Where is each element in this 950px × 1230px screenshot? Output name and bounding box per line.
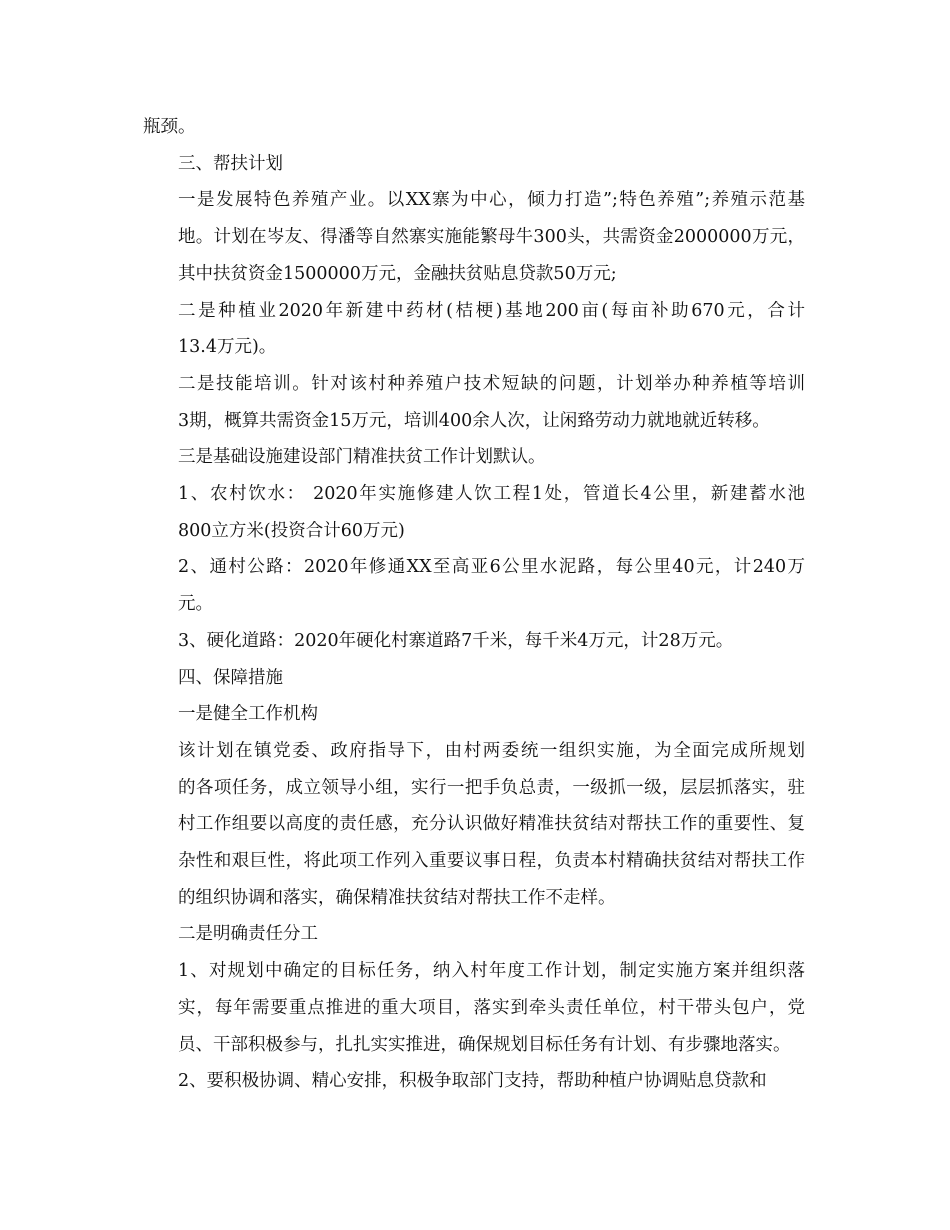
text-line: 三是基础设施建设部门精准扶贫工作计划默认。 xyxy=(178,447,546,468)
text-line: 二是明确责任分工 xyxy=(178,924,318,945)
text-line: 3期，概算共需资金15万元，培训400余人次，让闲臵劳动力就地就近转移。 xyxy=(178,410,770,431)
paragraph-p02 xyxy=(143,146,805,183)
text-line: 三、帮扶计划 xyxy=(178,153,283,174)
text-line: 实，每年需要重点推进的重大项目，落实到牵头责任单位，村干带头包户，党 xyxy=(178,997,805,1018)
text-line: 二是种植业2020年新建中药材(桔梗)基地200亩(每亩补助670元，合计 xyxy=(178,300,805,321)
paragraph-p09 xyxy=(143,623,805,660)
text-line: 1、农村饮水： 2020年实施修建人饮工程1处，管道长4公里，新建蓄水池 xyxy=(178,484,805,505)
paragraph-p12 xyxy=(143,733,805,917)
text-line: 13.4万元)。 xyxy=(178,337,277,358)
paragraph-p13 xyxy=(143,916,805,953)
text-line: 瓶颈。 xyxy=(143,117,196,137)
paragraph-p06 xyxy=(143,439,805,476)
text-line: 村工作组要以高度的责任感，充分认识做好精准扶贫结对帮扶工作的重要性、复 xyxy=(178,814,805,835)
paragraph-p04 xyxy=(143,293,805,366)
text-line: 一是发展特色养殖产业。以XX寨为中心，倾力打造”;特色养殖”;养殖示范基 xyxy=(178,190,805,211)
paragraph-p08 xyxy=(143,549,805,622)
text-line: 员、干部积极参与，扎扎实实推进，确保规划目标任务有计划、有步骤地落实。 xyxy=(178,1034,791,1055)
text-line: 的各项任务，成立领导小组，实行一把手负总责，一级抓一级，层层抓落实，驻 xyxy=(178,777,805,798)
text-line: 元。 xyxy=(178,594,213,615)
document-body xyxy=(143,109,805,1100)
text-line: 杂性和艰巨性，将此项工作列入重要议事日程，负责本村精确扶贫结对帮扶工作 xyxy=(178,851,805,872)
paragraph-p07 xyxy=(143,476,805,549)
text-line: 2、通村公路：2020年修通XX至高亚6公里水泥路，每公里40元，计240万 xyxy=(178,557,805,578)
paragraph-p11 xyxy=(143,696,805,733)
text-line: 四、保障措施 xyxy=(178,667,283,688)
text-line: 二是技能培训。针对该村种养殖户技术短缺的问题，计划举办种养植等培训 xyxy=(178,373,805,394)
text-line: 1、对规划中确定的目标任务，纳入村年度工作计划，制定实施方案并组织落 xyxy=(178,961,805,982)
text-line: 其中扶贫资金1500000万元，金融扶贫贴息贷款50万元; xyxy=(178,263,617,284)
text-line: 地。计划在岑友、得潘等自然寨实施能繁母牛300头，共需资金2000000万元， xyxy=(178,227,805,248)
paragraph-p10 xyxy=(143,660,805,697)
paragraph-p03 xyxy=(143,182,805,292)
paragraph-p15 xyxy=(143,1063,805,1100)
paragraph-p05 xyxy=(143,366,805,439)
text-line: 一是健全工作机构 xyxy=(178,704,318,725)
text-line: 的组织协调和落实，确保精准扶贫结对帮扶工作不走样。 xyxy=(178,887,616,908)
text-line: 3、硬化道路：2020年硬化村寨道路7千米，每千米4万元，计28万元。 xyxy=(178,630,734,651)
text-line: 该计划在镇党委、政府指导下，由村两委统一组织实施，为全面完成所规划 xyxy=(178,740,805,761)
paragraph-p14 xyxy=(143,953,805,1063)
text-line: 800立方米(投资合计60万元) xyxy=(178,520,405,541)
paragraph-p01 xyxy=(143,109,805,146)
text-line: 2、要积极协调、精心安排，积极争取部门支持，帮助种植户协调贴息贷款和 xyxy=(178,1071,767,1092)
